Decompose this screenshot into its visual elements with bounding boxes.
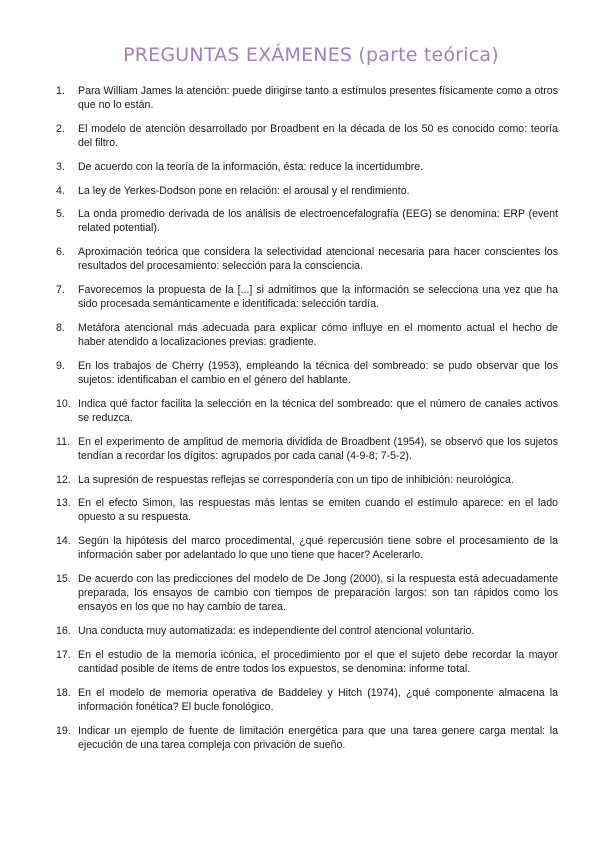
question-item bbox=[56, 207, 558, 235]
question-item bbox=[56, 572, 558, 615]
question-text: La ley de Yerkes-Dodson pone en relación: el arousal y el rendimiento. bbox=[78, 184, 410, 197]
question-number: 4. bbox=[56, 184, 65, 197]
question-text: La onda promedio derivada de los análisis de electroencefalografía (EEG) se denomina: ERP (event related potential). bbox=[78, 208, 558, 235]
question-item bbox=[56, 435, 558, 463]
question-text: Para William James la atención: puede dirigirse tanto a estímulos presentes físicamente como a otros que no lo están. bbox=[78, 85, 558, 112]
question-item bbox=[56, 283, 558, 311]
question-item bbox=[56, 473, 558, 487]
question-number: 10. bbox=[56, 397, 71, 410]
question-number: 9. bbox=[56, 359, 65, 372]
question-item bbox=[56, 496, 558, 524]
question-text: En el estudio de la memoria icónica, el procedimiento por el que el sujeto debe recordar la mayor cantidad posible de ítems de entre todos los expuestos, se denomina: informe total. bbox=[78, 648, 558, 676]
question-item bbox=[56, 321, 558, 349]
question-number: 2. bbox=[56, 122, 65, 135]
question-text: El modelo de atención desarrollado por Broadbent en la década de los 50 es conocido como: teoría del filtro. bbox=[78, 122, 558, 150]
question-item bbox=[56, 160, 558, 174]
question-item bbox=[56, 122, 558, 150]
question-text: Indica qué factor facilita la selección en la técnica del sombreado: que el número de canales activos se reduzca. bbox=[78, 397, 558, 424]
question-item bbox=[56, 686, 558, 714]
question-text: Una conducta muy automatizada: es independiente del control atencional voluntario. bbox=[78, 625, 475, 638]
question-number: 13. bbox=[56, 497, 71, 510]
question-text: En el efecto Simon, las respuestas más lentas se emiten cuando el estímulo aparece: en el lado opuesto a su respuesta. bbox=[78, 497, 558, 524]
question-number: 1. bbox=[56, 85, 65, 97]
question-text: La supresión de respuestas reflejas se correspondería con un tipo de inhibición: neurológica. bbox=[78, 473, 514, 486]
question-number: 5. bbox=[56, 208, 65, 221]
question-number: 6. bbox=[56, 246, 65, 259]
question-number: 18. bbox=[56, 686, 71, 699]
question-text: En los trabajos de Cherry (1953), empleando la técnica del sombreado: se pudo observar que los sujetos: identificaban el cambio en el género del hablante. bbox=[78, 359, 558, 387]
question-item bbox=[56, 245, 558, 273]
question-text: De acuerdo con la teoría de la información, ésta: reduce la incertidumbre. bbox=[78, 160, 424, 173]
question-text: Indicar un ejemplo de fuente de limitación energética para que una tarea genere carga mental: la ejecución de una tarea compleja con privación de sueño. bbox=[78, 724, 558, 751]
page-title: PREGUNTAS EXÁMENES (parte teórica) bbox=[123, 44, 499, 66]
question-text: Favorecemos la propuesta de la [...] si admitimos que la información se selecciona una vez que ha sido procesada semánticamente e identificada: selección tardía. bbox=[78, 284, 558, 311]
question-item bbox=[56, 397, 558, 425]
question-text: En el experimento de amplitud de memoria dividida de Broadbent (1954), se observó que los sujetos tendían a recordar los dígitos: agrupados por cada canal (4-9-8; 7-5-2). bbox=[78, 435, 558, 462]
question-number: 17. bbox=[56, 648, 71, 661]
question-number: 19. bbox=[56, 724, 71, 737]
question-number: 12. bbox=[56, 473, 71, 486]
question-item bbox=[56, 359, 558, 387]
question-text: De acuerdo con las predicciones del modelo de De Jong (2000), si la respuesta está adecuadamente preparada, los ensayos de cambio con tiempos de preparación largos: son tan rápidos como los ensayos en los que no hay cambio de tarea. bbox=[78, 573, 558, 614]
question-text: Aproximación teórica que considera la selectividad atencional necesaria para hacer conscientes los resultados del procesamiento: selección para la consciencia. bbox=[78, 246, 558, 273]
question-item bbox=[56, 84, 558, 112]
question-item bbox=[56, 534, 558, 562]
question-text: Según la hipótesis del marco procedimental, ¿qué repercusión tiene sobre el procesamiento de la información saber por adelantado lo que uno tiene que hacer? Acelerarlo. bbox=[78, 535, 558, 562]
question-number: 15. bbox=[56, 573, 71, 586]
question-item bbox=[56, 648, 558, 676]
question-number: 3. bbox=[56, 160, 65, 173]
question-number: 16. bbox=[56, 625, 71, 638]
question-text: En el modelo de memoria operativa de Baddeley y Hitch (1974), ¿qué componente almacena la información fonética? El bucle fonológico. bbox=[78, 686, 558, 713]
question-item bbox=[56, 184, 558, 198]
question-number: 11. bbox=[56, 435, 70, 448]
question-item bbox=[56, 624, 558, 638]
question-list bbox=[56, 84, 558, 752]
question-text: Metáfora atencional más adecuada para explicar cómo influye en el momento actual el hecho de haber atendido a localizaciones previas: gradiente. bbox=[78, 321, 558, 349]
question-number: 7. bbox=[56, 284, 65, 297]
question-number: 8. bbox=[56, 321, 65, 334]
question-number: 14. bbox=[56, 535, 71, 548]
question-item bbox=[56, 724, 558, 752]
